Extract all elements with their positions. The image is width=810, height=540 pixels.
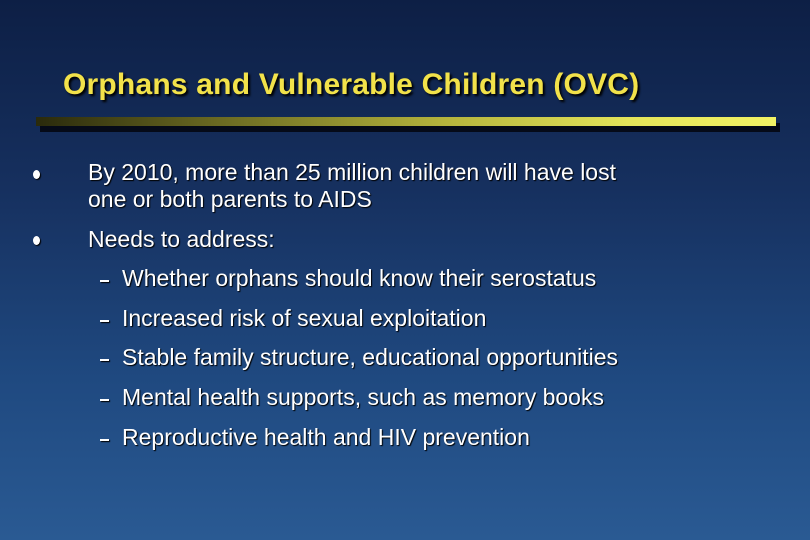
sub-bullet-dash xyxy=(100,439,109,441)
bullet-2-text: Needs to address: xyxy=(88,226,275,252)
title-underline xyxy=(36,117,776,126)
sub-bullet-dash xyxy=(100,359,109,361)
sub-item: Stable family structure, educational opportunities xyxy=(122,344,619,370)
bullet-dot xyxy=(33,236,40,245)
bullet-1-line-1: By 2010, more than 25 million children will have lost xyxy=(88,159,616,185)
sub-item: Mental health supports, such as memory books xyxy=(122,384,604,410)
sub-bullet-dash xyxy=(100,399,109,401)
bullet-1-line-2: one or both parents to AIDS xyxy=(88,186,372,212)
sub-bullet-dash xyxy=(100,320,109,322)
sub-item: Increased risk of sexual exploitation xyxy=(122,305,487,331)
sub-item: Reproductive health and HIV prevention xyxy=(122,424,530,450)
slide-title: Orphans and Vulnerable Children (OVC) xyxy=(63,68,640,101)
sub-item: Whether orphans should know their serostatus xyxy=(122,265,597,291)
bullet-dot xyxy=(33,170,40,179)
sub-bullet-dash xyxy=(100,280,109,282)
